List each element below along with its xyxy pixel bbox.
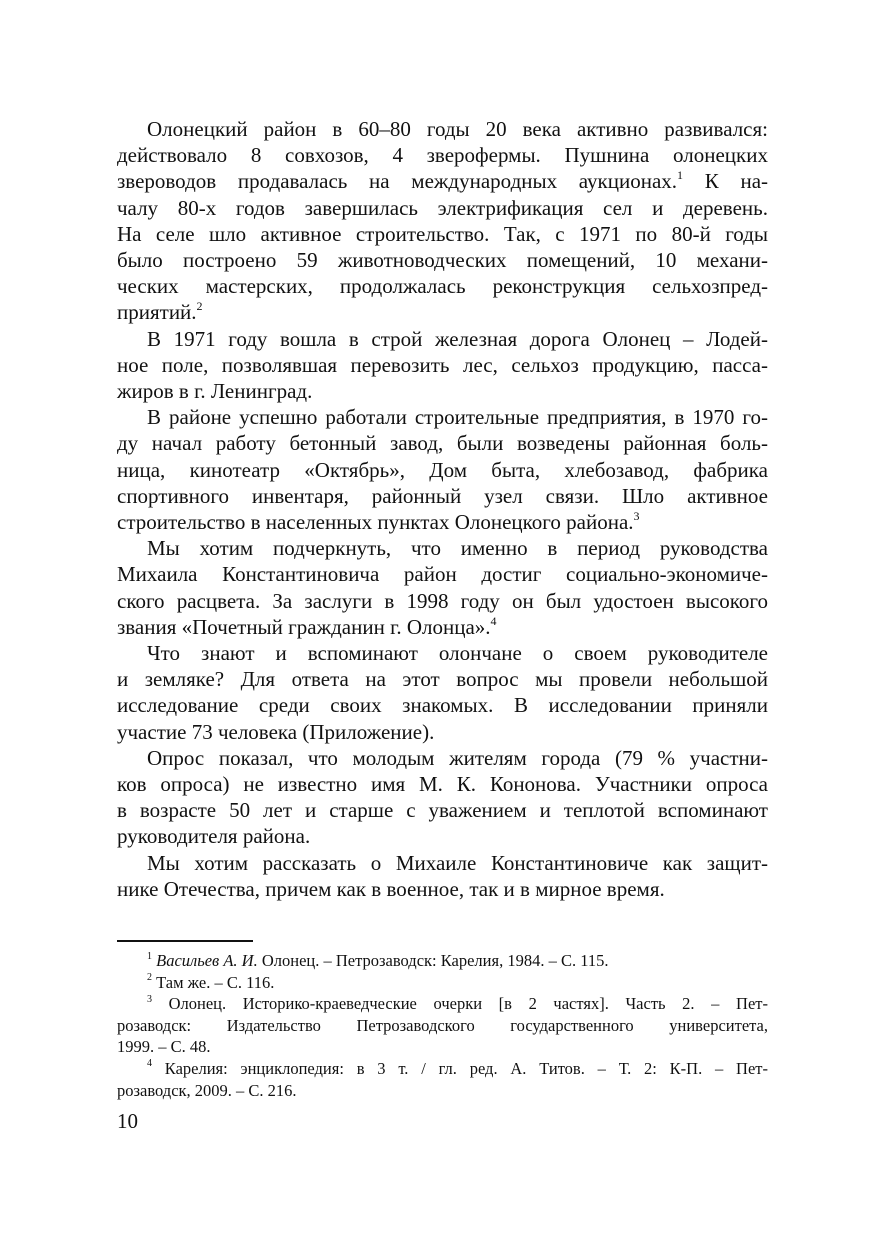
text-line: в возрасте 50 лет и старше с уважением и теплотой вспоминают xyxy=(117,798,768,823)
footnote-line xyxy=(117,972,768,994)
text-line: Опрос показал, что молодым жителям города (79 % участни- xyxy=(147,745,768,770)
text-line: жиров в г. Ленинград. xyxy=(117,379,313,404)
text-segment: звероводов продавалась на международных аукционах. xyxy=(117,169,678,194)
text-line: ского расцвета. За заслуги в 1998 году он был удостоен высокого xyxy=(117,588,768,613)
footnote-text: Олонец. Историко-краеведческие очерки [в 2 частях]. Часть 2. – Пет- xyxy=(152,994,768,1014)
footnote-ref: 4 xyxy=(490,613,497,628)
text-line: ков опроса) не известно имя М. К. Кононова. Участники опроса xyxy=(117,772,768,797)
paragraph xyxy=(117,116,768,326)
text-line: спортивного инвентаря, районный узел связи. Шло активное xyxy=(117,483,768,508)
text-segment: строительство в населенных пунктах Олонецкого района. xyxy=(117,510,634,535)
footnote-text: розаводск: Издательство Петрозаводского государственного университета, xyxy=(117,1015,768,1035)
text-line: ное поле, позволявшая перевозить лес, сельхоз продукцию, пасса- xyxy=(117,352,768,377)
text-line xyxy=(117,299,768,325)
paragraph xyxy=(117,326,768,405)
text-line: На селе шло активное строительство. Так, с 1971 по 80-й годы xyxy=(117,221,768,246)
footnote xyxy=(117,950,768,972)
footnote-number: 3 xyxy=(147,993,152,1005)
paragraph xyxy=(117,640,768,745)
text-line: ница, кинотеатр «Октябрь», Дом быта, хлебозавод, фабрика xyxy=(117,457,768,482)
footnote-number: 2 xyxy=(147,972,152,984)
footnote-ref: 1 xyxy=(677,168,684,183)
footnote-line xyxy=(117,1015,768,1037)
paragraph xyxy=(117,535,768,640)
footnote-line xyxy=(117,1036,768,1058)
text-line: В 1971 году вошла в строй железная дорога Олонец – Лодей- xyxy=(147,326,768,351)
footnote-number: 4 xyxy=(147,1058,152,1070)
text-line: В районе успешно работали строительные предприятия, в 1970 го- xyxy=(147,405,768,430)
text-line: и земляке? Для ответа на этот вопрос мы провели небольшой xyxy=(117,667,768,692)
footnote xyxy=(117,993,768,1058)
footnote-number: 1 xyxy=(147,950,152,962)
footnote-text: Карелия: энциклопедия: в 3 т. / гл. ред. А. Титов. – Т. 2: К-П. – Пет- xyxy=(152,1058,768,1078)
paragraph xyxy=(117,404,768,535)
footnote-ref: 3 xyxy=(633,509,640,524)
footnote-author: Васильев А. И. xyxy=(152,951,258,970)
footnote-text: 1999. – С. 48. xyxy=(117,1037,211,1057)
text-line: Мы хотим подчеркнуть, что именно в период руководства xyxy=(147,536,768,561)
text-segment: К на- xyxy=(683,169,769,194)
text-line: действовало 8 совхозов, 4 зверофермы. Пушнина олонецких xyxy=(117,143,768,168)
text-line: исследование среди своих знакомых. В исследовании приняли xyxy=(117,693,768,718)
text-line: ду начал работу бетонный завод, были возведены районная боль- xyxy=(117,431,768,456)
text-segment: звания «Почетный гражданин г. Олонца». xyxy=(117,614,491,639)
footnote-text: Там же. – С. 116. xyxy=(152,972,275,992)
text-segment: приятий. xyxy=(117,300,197,325)
text-line xyxy=(117,168,768,194)
footnote-line xyxy=(117,1058,768,1080)
page-number: 10 xyxy=(117,1109,138,1133)
footnote-line xyxy=(117,950,768,972)
text-line: было построено 59 животноводческих помещений, 10 механи- xyxy=(117,248,768,273)
footnote-text: розаводск, 2009. – С. 216. xyxy=(117,1080,297,1100)
footnotes xyxy=(117,950,768,1101)
text-line: нике Отечества, причем как в военное, так и в мирное время. xyxy=(117,876,665,901)
body-text xyxy=(117,116,768,902)
text-line: Олонецкий район в 60–80 годы 20 века активно развивался: xyxy=(147,117,768,141)
text-line: Что знают и вспоминают олончане о своем руководителе xyxy=(147,641,768,666)
footnote-line xyxy=(117,1080,768,1102)
footnote-separator xyxy=(117,940,253,942)
footnote xyxy=(117,972,768,994)
text-line xyxy=(117,614,768,640)
paragraph xyxy=(117,745,768,850)
footnote-line xyxy=(117,993,768,1015)
text-line: ческих мастерских, продолжалась реконструкция сельхозпред- xyxy=(117,274,768,299)
text-line: Мы хотим рассказать о Михаиле Константиновиче как защит- xyxy=(147,850,768,875)
footnote xyxy=(117,1058,768,1101)
text-line: участие 73 человека (Приложение). xyxy=(117,719,435,744)
paragraph xyxy=(117,850,768,902)
footnote-text: Олонец. – Петрозаводск: Карелия, 1984. – С. 115. xyxy=(257,951,609,970)
footnote-ref: 2 xyxy=(196,299,203,314)
text-line: Михаила Константиновича район достиг социально-экономиче- xyxy=(117,562,768,587)
text-line: руководителя района. xyxy=(117,824,311,849)
text-line: чалу 80-х годов завершилась электрификация сел и деревень. xyxy=(117,195,768,220)
text-line xyxy=(117,509,768,535)
